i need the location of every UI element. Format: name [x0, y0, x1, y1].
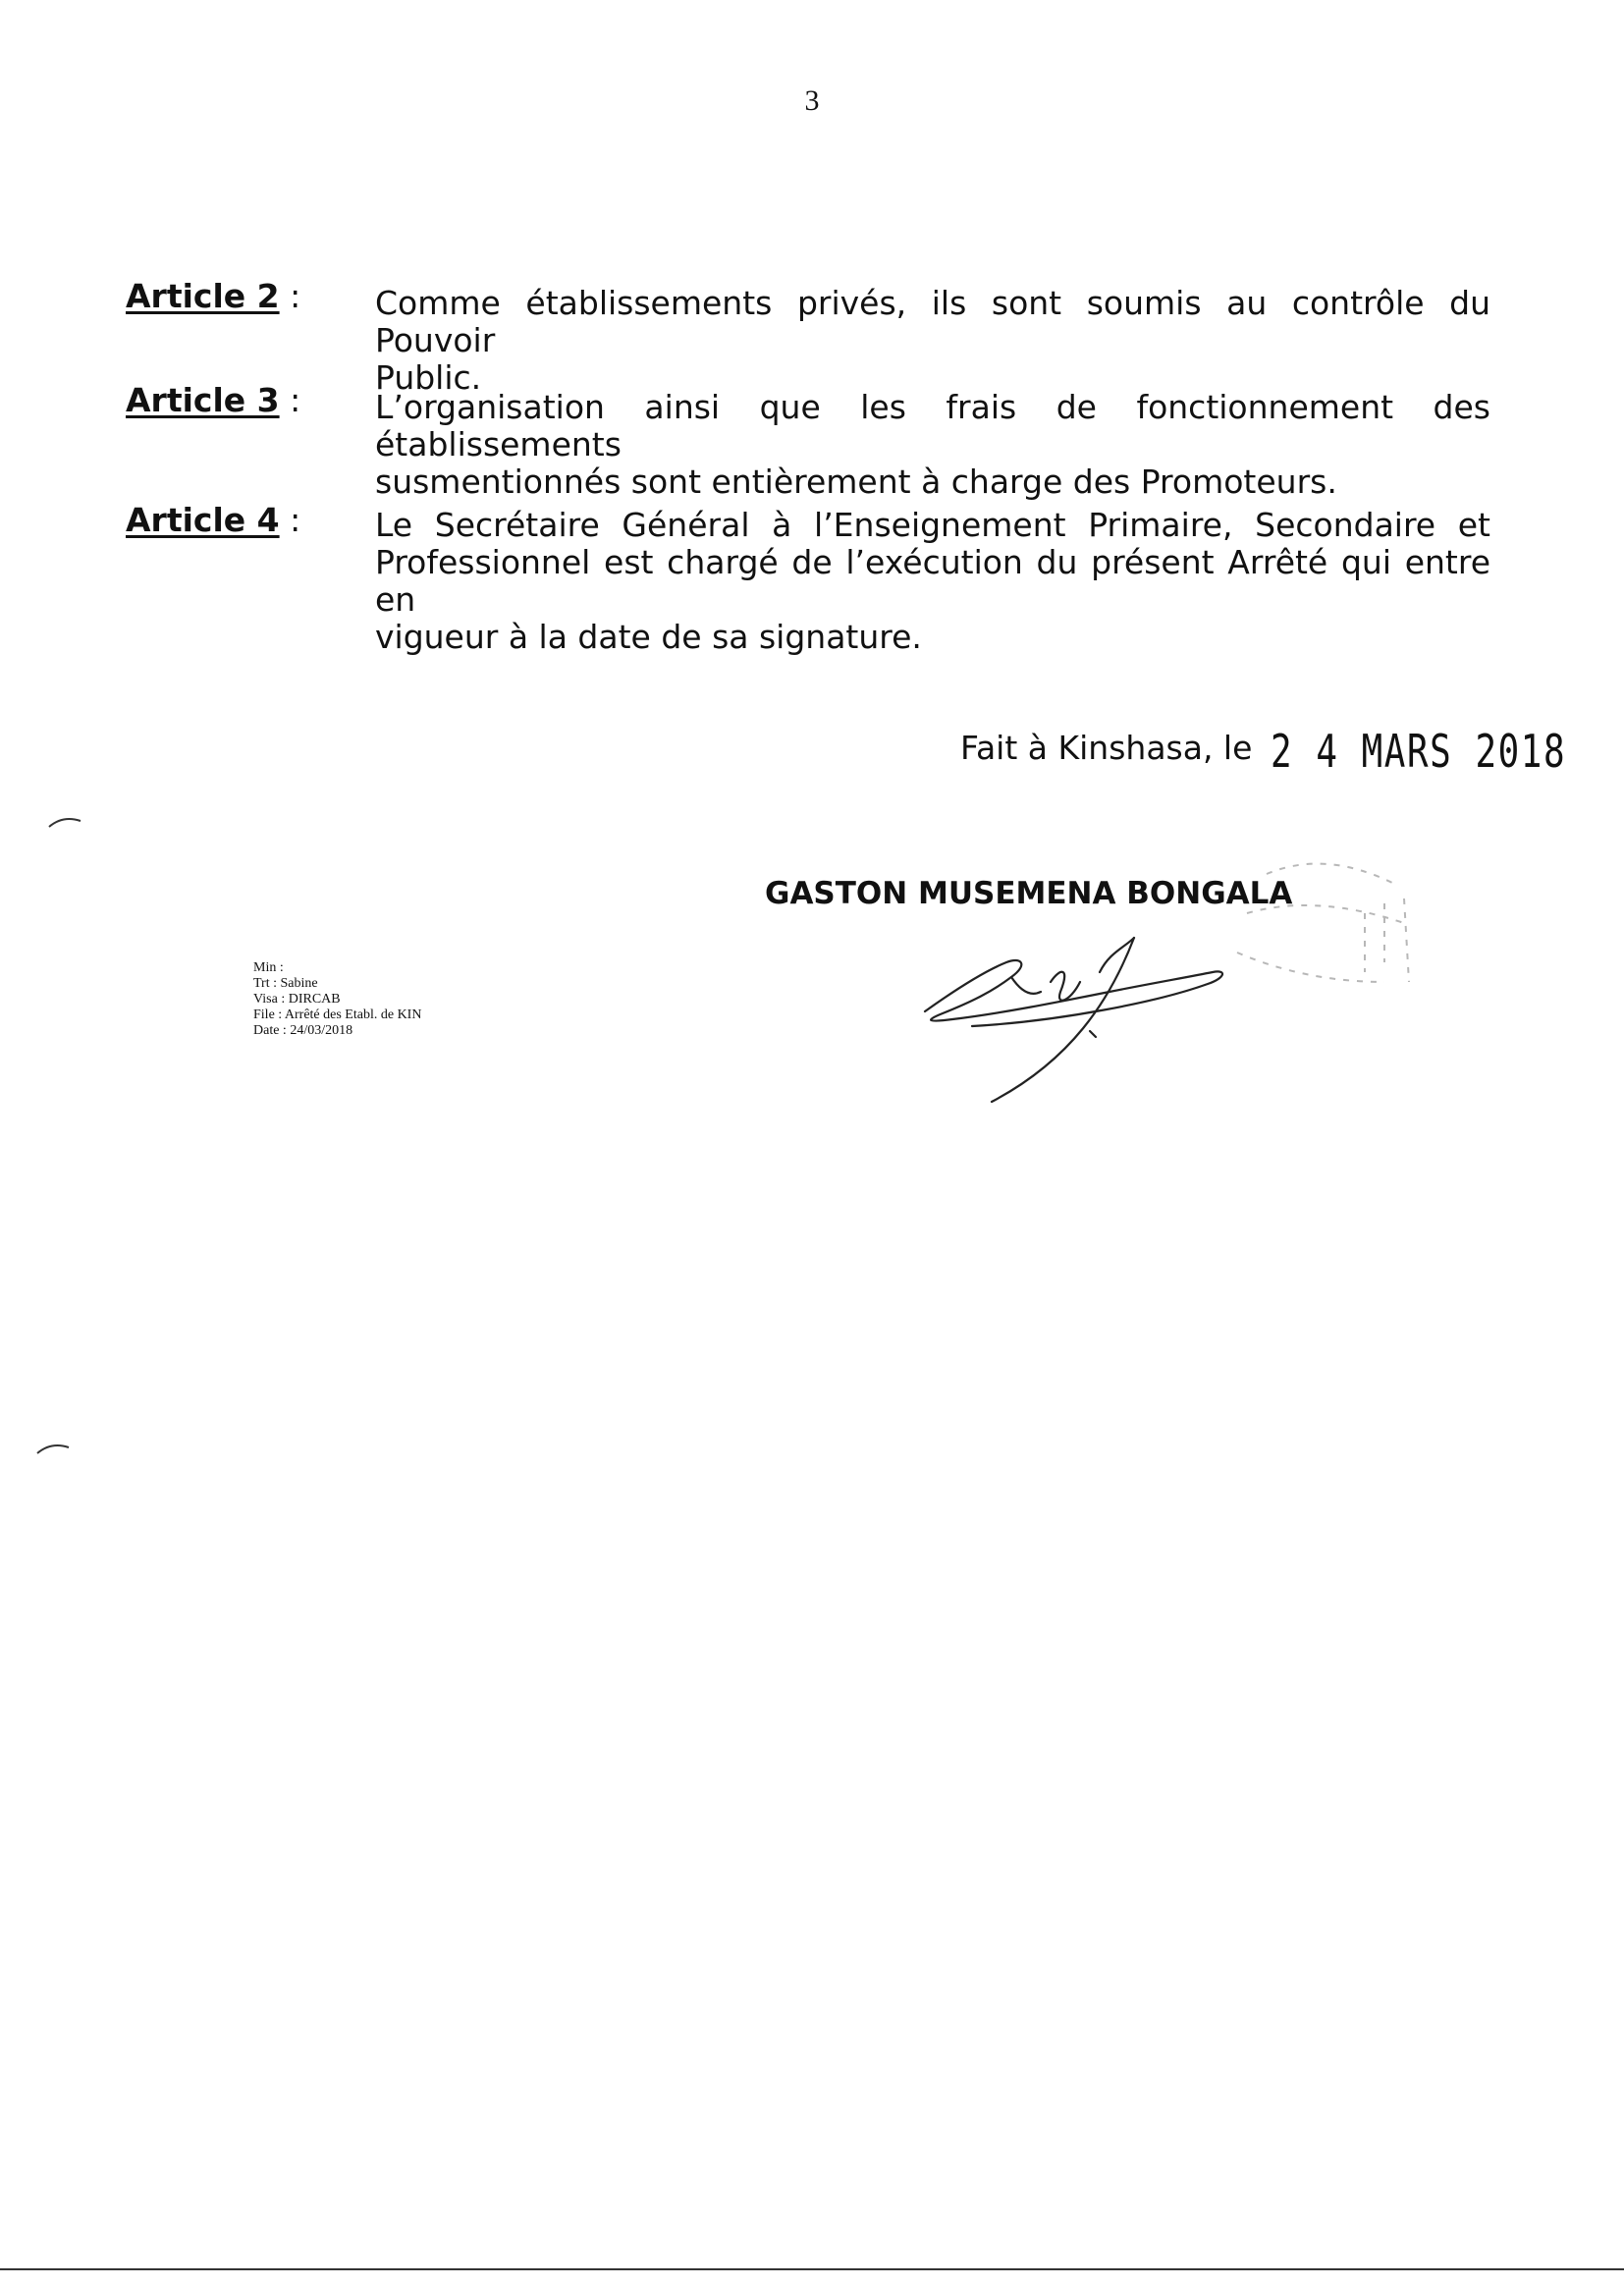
- place-text: Fait à Kinshasa, le: [960, 729, 1253, 767]
- article-line: Comme établissements privés, ils sont soumis au contrôle du Pouvoir: [375, 284, 1490, 359]
- note-trt: Trt : Sabine: [253, 976, 318, 991]
- article-text: [375, 285, 1490, 397]
- signatory-name: GASTON MUSEMENA BONGALA: [765, 876, 1293, 911]
- page-number: 3: [804, 84, 820, 117]
- date-stamp: 2 4 MARS 2018: [1270, 725, 1567, 778]
- reference-note: [253, 960, 421, 1039]
- note-date: Date : 24/03/2018: [253, 1023, 353, 1038]
- article-line: susmentionnés sont entièrement à charge des Promoteurs.: [375, 463, 1337, 501]
- bottom-rule: [0, 2268, 1624, 2270]
- article-label: [126, 501, 300, 539]
- article-label-suffix: :: [279, 381, 301, 419]
- article-label-word: Article 2: [126, 277, 280, 315]
- article-line: vigueur à la date de sa signature.: [375, 618, 922, 656]
- note-visa: Visa : DIRCAB: [253, 992, 341, 1007]
- article-text: [375, 507, 1490, 656]
- article-line: Le Secrétaire Général à l’Enseignement Primaire, Secondaire et: [375, 506, 1490, 544]
- article-text: [375, 389, 1490, 501]
- article-label-suffix: :: [279, 277, 301, 315]
- place-and-date: [960, 717, 1624, 778]
- article-label-word: Article 3: [126, 381, 280, 419]
- note-min: Min :: [253, 960, 284, 975]
- article-label-word: Article 4: [126, 501, 280, 539]
- article-line: L’organisation ainsi que les frais de fonctionnement des établissements: [375, 388, 1490, 463]
- margin-mark: [35, 1440, 75, 1459]
- note-file: File : Arrêté des Etabl. de KIN: [253, 1007, 422, 1022]
- signature: [913, 923, 1247, 1119]
- margin-mark: [47, 813, 86, 833]
- article-line: Public.: [375, 358, 482, 397]
- article-line: Professionnel est chargé de l’exécution du présent Arrêté qui entre en: [375, 543, 1490, 619]
- article-label: [126, 277, 300, 315]
- article-label-suffix: :: [279, 501, 301, 539]
- article-label: [126, 381, 300, 419]
